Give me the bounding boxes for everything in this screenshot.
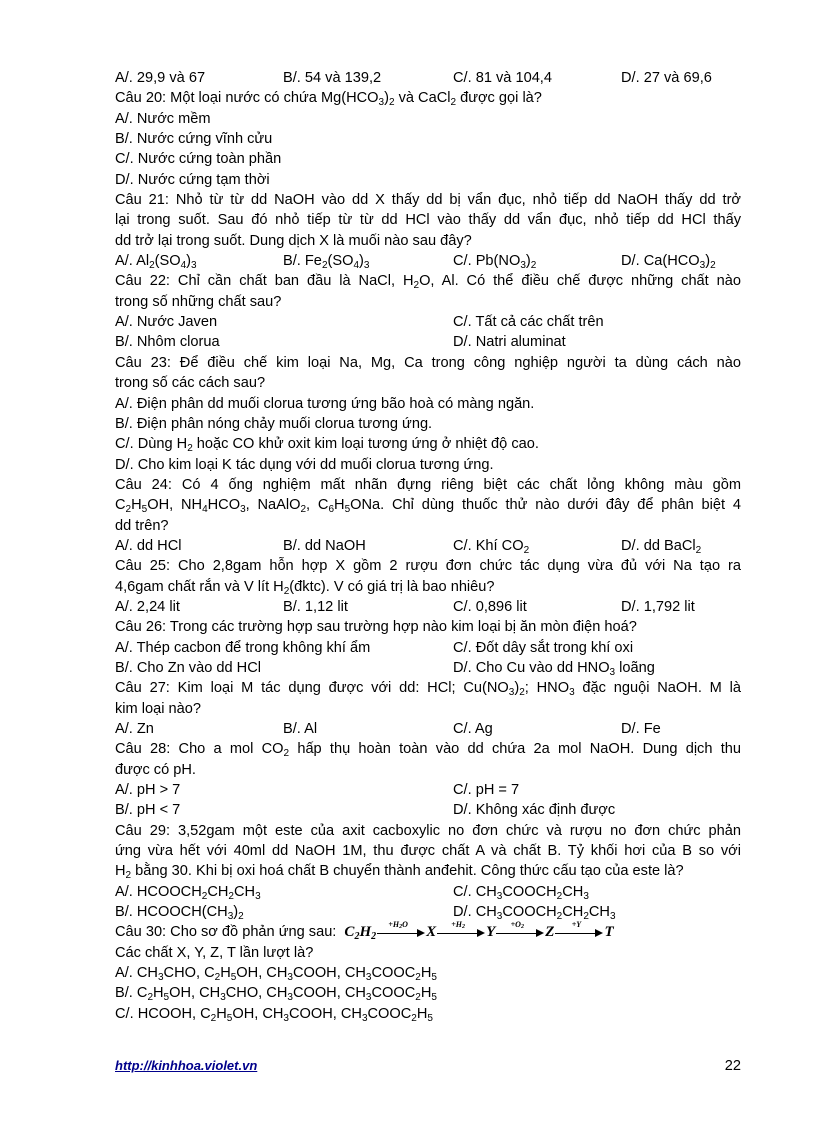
reaction-arrow-icon: +Y [555, 927, 603, 939]
q24-stem-line3: dd trên? [115, 517, 169, 534]
answer-a: A/. $Al_2(SO_4)_3$ [115, 253, 197, 272]
reaction-scheme: $C_2H_2$ $+H_2O$ X $+H_2$ Y $+O_2$ Z +Y T [344, 920, 614, 943]
q28-stem-line2: được có pH. [115, 761, 196, 778]
q19-answers [115, 68, 741, 88]
q24-answers [115, 536, 741, 556]
q20-answer-d: D/. Nước cứng tạm thời [115, 171, 270, 188]
q25-answers [115, 597, 741, 617]
q22-stem-line2: trong số những chất sau? [115, 293, 282, 310]
q29-stem-line3: $H_2$ bằng 30. Khi bị oxi hoá chất B chuyển thành anđehit. Công thức cấu tạo của este là? [115, 863, 684, 882]
q21-stem-line3: dd trở lại trong suốt. Dung dịch X là muối nào sau đây? [115, 232, 472, 249]
answer-a: A/. Thép cacbon để trong không khí ẩm [115, 639, 371, 656]
answer-d: D/. Cho Cu vào dd $HNO_3$ loãng [453, 659, 655, 678]
q29-stem-line2: ứng vừa hết với 40ml dd NaOH 1M, thu được chất A và chất B. Tỷ khối hơi của B so với [115, 843, 741, 860]
answer-d: D/. $CH_3COOCH_2CH_2CH_3$ [453, 904, 616, 923]
answer-b: B/. 1,12 lit [283, 598, 348, 615]
answer-c: C/. Khí $CO_2$ [453, 537, 530, 556]
document-page [115, 68, 741, 1024]
q24-stem-line2: $C_2H_5OH$, $NH_4HCO_3$, NaAlO$_2$, $C_6H_5ONa$. Chỉ dùng thuốc thử nào dưới đây để phân biệt 4 [115, 497, 742, 516]
answer-d: D/. Fe [621, 721, 661, 737]
q21-answers [115, 251, 741, 271]
q30-answer-c: C/. HCOOH, $C_2H_5OH$, $CH_3COOH$, $CH_3COOC_2H_5$ [115, 1005, 433, 1024]
answer-b: B/. Nhôm clorua [115, 334, 220, 351]
q28-stem-line1: Câu 28: Cho a mol $CO_2$ hấp thụ hoàn toàn vào dd chứa 2a mol NaOH. Dung dịch thu [115, 741, 741, 760]
q24-stem-line1: Câu 24: Có 4 ống nghiệm mất nhãn đựng riêng biệt các chất lỏng không màu gồm [115, 476, 741, 493]
answer-a: A/. dd HCl [115, 537, 182, 554]
answer-c: C/. Ag [453, 721, 493, 737]
answer-b: B/. Cho Zn vào dd HCl [115, 659, 262, 676]
q20-stem: Câu 20: Một loại nước có chứa $Mg(HCO_3)_2$ và CaCl$_2$ được gọi là? [115, 90, 542, 109]
answer-b: B/. pH < 7 [115, 802, 181, 819]
q30-answer-a: A/. $CH_3CHO$, $C_2H_5OH$, $CH_3COOH$, $CH_3COOC_2H_5$ [115, 965, 437, 984]
answer-d: D/. Không xác định được [453, 802, 616, 819]
q20-answer-b: B/. Nước cứng vĩnh cửu [115, 131, 273, 148]
q21-stem-line2: lại trong suốt. Sau đó nhỏ tiếp từ từ dd HCl vào thấy dd vẩn đục, nhỏ tiếp dd HCl thấy [115, 212, 741, 229]
q22-answers-row1 [115, 312, 741, 332]
answer-d: D/. Natri aluminat [453, 334, 566, 351]
answer-c: C/. 0,896 lit [453, 598, 527, 615]
page-footer [115, 1058, 741, 1078]
q30-answer-b: B/. $C_2H_5OH$, $CH_3CHO$, $CH_3COOH$, $CH_3COOC_2H_5$ [115, 985, 437, 1004]
answer-d: D/. $Ca(HCO_3)_2$ [621, 253, 716, 272]
answer-d: D/. 1,792 lit [621, 598, 695, 615]
q23-answer-d: D/. Cho kim loại K tác dụng với dd muối clorua tương ứng. [115, 456, 494, 473]
answer-b: B/. 54 và 139,2 [283, 70, 382, 86]
answer-a: A/. Zn [115, 721, 154, 737]
q23-answer-a: A/. Điện phân dd muối clorua tương ứng bão hoà có màng ngăn. [115, 395, 535, 412]
q27-stem-line2: kim loại nào? [115, 700, 201, 717]
answer-c: C/. pH = 7 [453, 782, 520, 799]
q26-answers-row1 [115, 638, 741, 658]
q23-answer-c: C/. Dùng $H_2$ hoặc CO khử oxit kim loại tương ứng ở nhiệt độ cao. [115, 436, 539, 455]
answer-a: A/. 29,9 và 67 [115, 70, 206, 86]
reaction-arrow-icon: $+H_2$ [437, 927, 485, 939]
answer-d: D/. dd BaCl$_2$ [621, 537, 702, 556]
answer-d: D/. 27 và 69,6 [621, 70, 712, 86]
q29-stem-line1: Câu 29: 3,52gam một este của axit cacboxylic no đơn chức và rượu no đơn chức phản [115, 822, 741, 839]
q23-stem-line1: Câu 23: Để điều chế kim loại Na, Mg, Ca trong công nghiệp người ta dùng cách nào [115, 354, 741, 371]
answer-c: C/. Tất cả các chất trên [453, 314, 604, 331]
q21-stem-line1: Câu 21: Nhỏ từ từ dd NaOH vào dd X thấy dd bị vẩn đục, nhỏ tiếp dd NaOH thấy dd trở [115, 192, 741, 209]
q27-stem-line1: Câu 27: Kim loại M tác dụng được với dd: HCl; $Cu(NO_3)_2$; $HNO_3$ đặc nguội NaOH. M là [115, 680, 741, 699]
q23-answer-b: B/. Điện phân nóng chảy muối clorua tương ứng. [115, 415, 433, 432]
q22-answers-row2 [115, 332, 741, 352]
q29-answers-row1 [115, 882, 741, 902]
answer-a: A/. $HCOOCH_2CH_2CH_3$ [115, 883, 261, 902]
answer-c: C/. Đốt dây sắt trong khí oxi [453, 639, 634, 656]
q27-answers [115, 719, 741, 739]
reaction-arrow-icon: $+O_2$ [496, 927, 544, 939]
answer-c: C/. 81 và 104,4 [453, 70, 552, 86]
q23-stem-line2: trong số các cách sau? [115, 375, 266, 392]
q30-stem-line2: Các chất X, Y, Z, T lần lượt là? [115, 944, 314, 961]
footer-link[interactable]: http://kinhhoa.violet.vn [115, 1058, 258, 1073]
page-number: 22 [724, 1058, 741, 1074]
answer-c: C/. $CH_3COOCH_2CH_3$ [453, 883, 589, 902]
answer-c: C/. $Pb(NO_3)_2$ [453, 253, 537, 272]
q25-stem-line2: 4,6gam chất rắn và V lít $H_2(đktc)$. V có giá trị là bao nhiêu? [115, 578, 495, 597]
answer-b: B/. $Fe_2(SO_4)_3$ [283, 253, 370, 272]
q20-answer-a: A/. Nước mềm [115, 110, 211, 127]
q20-answer-c: C/. Nước cứng toàn phần [115, 151, 282, 168]
q26-stem: Câu 26: Trong các trường hợp sau trường hợp nào kim loại bị ăn mòn điện hoá? [115, 619, 637, 636]
q28-answers-row1 [115, 780, 741, 800]
answer-b: B/. $HCOOCH(CH_3)_2$ [115, 904, 244, 923]
answer-b: B/. Al [283, 721, 318, 737]
q29-answers-row2 [115, 902, 741, 922]
reaction-arrow-icon: $+H_2O$ [377, 927, 425, 939]
answer-a: A/. 2,24 lit [115, 598, 180, 615]
q30-stem: Câu 30: Cho sơ đồ phản ứng sau: $C_2H_2$ $+H_2O$ X $+H_2$ Y $+O_2$ Z +Y T [115, 920, 614, 943]
answer-b: B/. dd NaOH [283, 537, 366, 554]
answer-a: A/. Nước Javen [115, 314, 218, 331]
q22-stem-line1: Câu 22: Chỉ cần chất ban đầu là NaCl, $H_2O$, Al. Có thể điều chế được những chất nào [115, 273, 742, 292]
q28-answers-row2 [115, 800, 741, 820]
answer-a: A/. pH > 7 [115, 782, 181, 799]
q26-answers-row2 [115, 658, 741, 678]
q25-stem-line1: Câu 25: Cho 2,8gam hỗn hợp X gồm 2 rượu đơn chức tác dụng vừa đủ với Na tạo ra [115, 558, 741, 575]
